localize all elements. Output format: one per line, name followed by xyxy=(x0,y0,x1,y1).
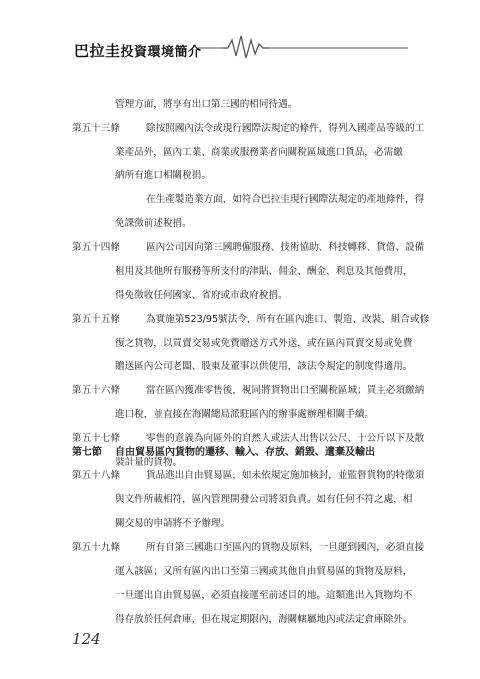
text-line: 運入該區；又所有區內出口至第三國或其他自由貿易區的貨物及原料， xyxy=(115,566,413,577)
text-line: 所有自第三國進口至區內的貨物及原料，一旦運到國內，必須直接 xyxy=(146,542,425,553)
section-number: 第七節 xyxy=(72,447,102,458)
article-label: 第五十六條 xyxy=(72,385,120,396)
text-line: 得免徵收任何國家、省府或市政府稅捐。 xyxy=(115,290,288,301)
text-line: 得存放於任何倉庫，但在規定期限內，海關轄屬地內或法定倉庫除外。 xyxy=(115,614,413,625)
text-line: 除按照國內法令或現行國際法規定的條件，得列入國產品等級的工 xyxy=(146,123,425,134)
page-number: 124 xyxy=(72,630,101,648)
running-header xyxy=(0,32,480,62)
text-line: 復之貨物，以買賣交易或免費贈送方式外送，或在區內買賣交易或免費 xyxy=(115,338,413,349)
text-line: 與文件所載相符，區內管理開發公司將須負責。如有任何不符之處，相 xyxy=(115,494,413,505)
article-label: 第五十五條 xyxy=(72,314,120,325)
text-line: 免課徵前述稅捐。 xyxy=(115,218,192,229)
text-line: 納所有進口相關稅捐。 xyxy=(115,170,211,181)
article-label: 第五十九條 xyxy=(72,542,120,553)
article-label: 第五十四條 xyxy=(72,242,120,253)
text-line: 業產品外，區內工業、商業或服務業者向關稅區域進口貨品，必需繳 xyxy=(115,147,403,158)
header-title-subtitle: 投資環境簡介 xyxy=(120,45,202,60)
article-label: 第五十七條 xyxy=(72,433,120,444)
text-line: 進口稅，並直接在海關總局派駐區內的辦事處辦理相關手續。 xyxy=(115,409,375,420)
text-line: 租用及其他所有服務等所支付的津貼、佣金、酬金、利息及其他費用， xyxy=(115,266,413,277)
text-line: 關交易的申請將不予辦理。 xyxy=(115,518,231,529)
section-title: 自由貿易區內貨物的遷移、輸入、存放、銷毀、遺棄及輸出 xyxy=(115,447,375,458)
article-label: 第五十八條 xyxy=(72,470,120,481)
text-line: 贈送區內公司老闆、股東及董事以供使用，該法令規定的制度得適用。 xyxy=(115,361,413,372)
text-line: 區內公司因向第三國聘僱服務、技術協助、科技轉移、貸借、設備 xyxy=(146,242,425,253)
text-line: 貨品進出自由貿易區，如未依規定施加核封，並監督貨物的特徵須 xyxy=(146,470,425,481)
text-line: 管理方面，將享有出口第三國的相同待遇。 xyxy=(115,99,298,110)
text-line: 零售的意義為向區外的自然人或法人出售以公尺、十公斤以下及散 xyxy=(146,433,425,444)
text-line: 裝計量的貨物。 xyxy=(115,457,183,468)
header-title-country: 巴拉圭 xyxy=(74,42,121,60)
text-line: 一旦運出自由貿易區，必須直接運至前述目的地。這類進出入貨物均不 xyxy=(115,590,413,601)
header-pulse-line xyxy=(0,32,480,62)
text-line: 為實施第523/95號法令，所有在區內進口、製造、改裝、組合或修 xyxy=(146,314,430,325)
text-line: 當在區內獲准零售後，視同將貨物出口至關稅區域；買主必須繳納 xyxy=(146,385,425,396)
text-line: 在生產製造業方面，如符合巴拉圭現行國際法規定的產地條件，得 xyxy=(146,194,425,205)
header-title xyxy=(74,40,202,61)
article-label: 第五十三條 xyxy=(72,123,120,134)
